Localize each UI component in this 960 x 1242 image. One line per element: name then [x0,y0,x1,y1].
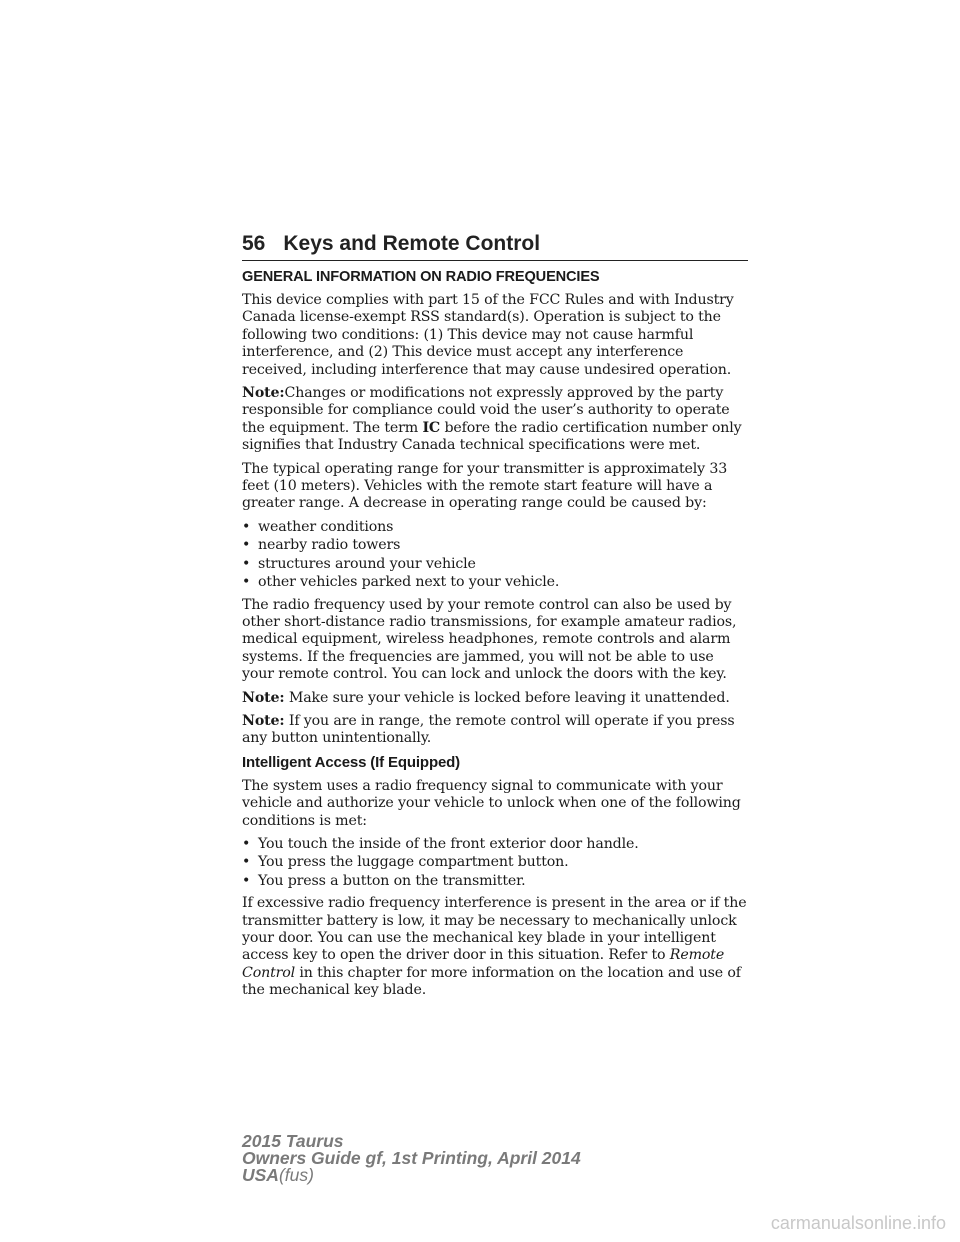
list-item [242,519,748,536]
paragraph-text: If excessive radio frequency interference is present in the area or if the transmitter battery is low, it may be necessary to mechanically unlock your door. You can use the mechanical key blade in your intelligent access key to open the driver door in this situation. Refer to [242,895,747,964]
chapter-title: Keys and Remote Control [283,232,541,255]
bullet-icon: • [242,574,251,591]
footer-region-suffix: (fus) [278,1165,314,1185]
note-text: before the radio certification number only signifies that Industry Canada technical specifications were met. [242,419,742,454]
page-header [242,230,748,261]
note-label: Note: [242,385,285,402]
page-content [242,268,748,1006]
list-item [242,873,748,890]
list-item [242,537,748,554]
footer-region [242,1167,581,1184]
section-heading-radio-frequencies: GENERAL INFORMATION ON RADIO FREQUENCIES [242,269,600,285]
list-item-text: You press the luggage compartment button. [258,854,569,871]
list-item-text: nearby radio towers [258,537,401,554]
note-modifications [242,385,748,455]
range-factors-list [242,519,748,592]
note-in-range [242,713,748,748]
list-item [242,556,748,573]
page-number: 56 [242,232,266,255]
list-item [242,854,748,871]
note-text: If you are in range, the remote control will operate if you press any button unintentionally. [242,712,735,747]
bullet-icon: • [242,872,251,889]
footer-model: 2015 Taurus [242,1131,344,1151]
term-ic: IC [422,419,441,436]
paragraph-fcc-compliance: This device complies with part 15 of the FCC Rules and with Industry Canada license-exempt RSS standard(s). Operation is subject to the following two conditions: (1) This device may not cause harmful interference, and (2) This device must accept any interference received, including interference that may cause undesired operation. [242,292,734,378]
list-item-text: You press a button on the transmitter. [258,872,526,889]
footer-printing: Owners Guide gf, 1st Printing, April 2014 [242,1148,581,1168]
note-label: Note: [242,712,285,729]
list-item-text: weather conditions [258,518,394,535]
list-item-text: You touch the inside of the front exterior door handle. [258,835,639,852]
note-label: Note: [242,689,285,706]
bullet-icon: • [242,537,251,554]
list-item [242,574,748,591]
paragraph-frequency-sharing: The radio frequency used by your remote control can also be used by other short-distance radio transmissions, for example amateur radios, medical equipment, wireless headphones, remote controls and alarm systems. If the frequencies are jammed, you will not be able to use your remote control. You can lock and unlock the doors with the key. [242,596,737,683]
cross-reference-link[interactable]: Remote Control [242,947,725,981]
list-item [242,836,748,853]
paragraph-operating-range: The typical operating range for your transmitter is approximately 33 feet (10 meters). Vehicles with the remote start feature will have a greater range. A decrease in operating range could be caused by: [242,460,728,512]
list-item-text: other vehicles parked next to your vehicle. [258,574,560,591]
list-item-text: structures around your vehicle [258,555,476,572]
footer-region-code: USA [242,1165,279,1185]
note-text: Changes or modifications not expressly approved by the party responsible for compliance could void the user’s authority to operate the equipment. The term [242,385,730,436]
page-footer [242,1133,581,1184]
bullet-icon: • [242,854,251,871]
note-locked [242,690,748,707]
bullet-icon: • [242,835,251,852]
bullet-icon: • [242,518,251,535]
unlock-conditions-list [242,836,748,890]
bullet-icon: • [242,555,251,572]
watermark: carmanualsonline.info [770,1213,946,1233]
section-heading-intelligent-access: Intelligent Access (If Equipped) [242,753,461,771]
paragraph-intelligent-access: The system uses a radio frequency signal to communicate with your vehicle and authorize your vehicle to unlock when one of the following conditions is met: [242,777,741,829]
paragraph-interference [242,895,748,999]
note-text: Make sure your vehicle is locked before leaving it unattended. [284,689,730,706]
paragraph-text: in this chapter for more information on the location and use of the mechanical key blade. [242,964,741,999]
